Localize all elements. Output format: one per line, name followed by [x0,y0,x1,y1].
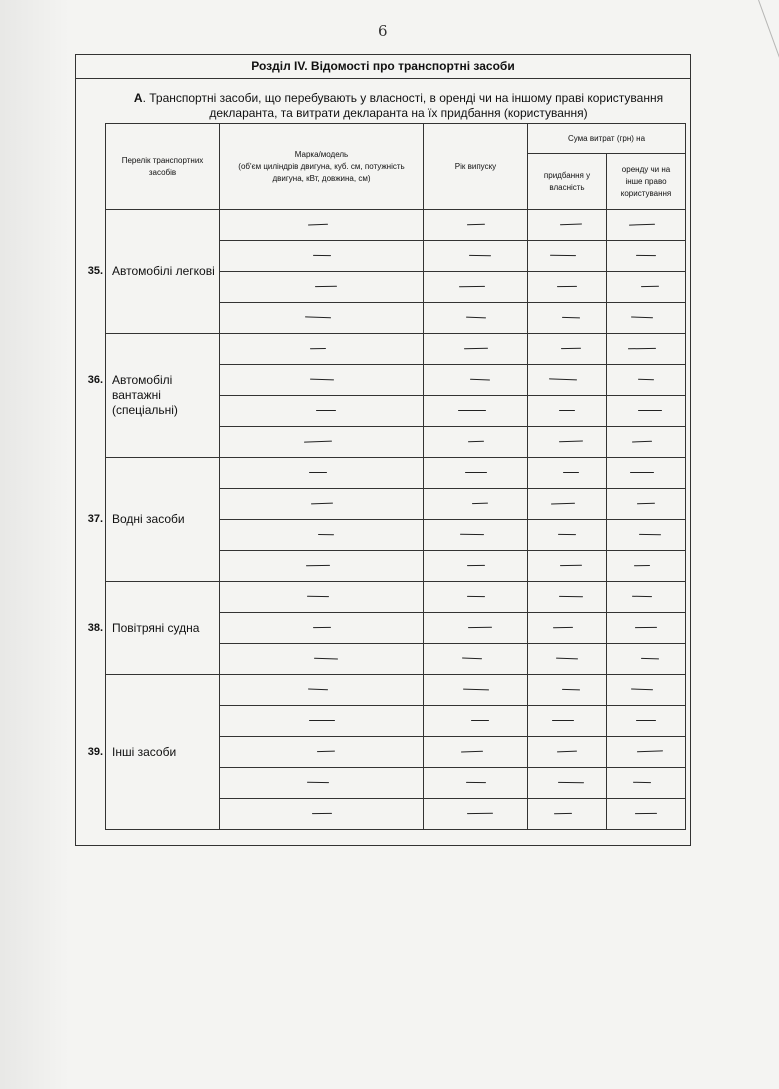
empty-dash-mark [314,286,336,288]
empty-dash-mark [641,286,659,288]
empty-dash-mark [459,534,483,536]
subsection-title [111,91,686,121]
category-label: Автомобілі легкові [112,264,215,278]
purchase-cell [528,396,607,427]
empty-dash-mark [310,503,332,505]
table-row [106,458,686,489]
page-number: 6 [378,22,388,40]
make-model-cell [220,551,424,582]
year-cell [424,458,528,489]
purchase-cell [528,241,607,272]
rent-cell [607,272,686,303]
table-row [106,582,686,613]
empty-dash-mark [458,286,484,288]
empty-dash-mark [465,317,485,319]
purchase-cell [528,272,607,303]
category-number: 39. [87,745,103,758]
purchase-cell [528,303,607,334]
empty-dash-mark [317,534,333,536]
subsection-letter: А [133,91,143,105]
purchase-cell [528,799,607,830]
empty-dash-mark [306,782,328,784]
empty-dash-mark [636,720,656,721]
empty-dash-mark [460,751,482,753]
make-model-cell [220,427,424,458]
year-cell [424,737,528,768]
empty-dash-mark [560,224,582,226]
empty-dash-mark [638,379,654,381]
empty-dash-mark [471,720,489,721]
empty-dash-mark [557,286,577,288]
make-model-cell [220,737,424,768]
year-cell [424,768,528,799]
purchase-cell [528,210,607,241]
section-frame [75,54,691,846]
year-cell [424,675,528,706]
year-cell [424,427,528,458]
empty-dash-mark [307,689,327,691]
purchase-cell [528,489,607,520]
empty-dash-mark [634,565,650,567]
rent-cell [607,489,686,520]
rent-cell [607,582,686,613]
purchase-cell [528,427,607,458]
rent-cell [607,706,686,737]
category-cell [87,334,220,458]
empty-dash-mark [469,379,489,381]
empty-dash-mark [461,658,481,660]
empty-dash-mark [630,472,654,473]
table-row [106,675,686,706]
empty-dash-mark [309,472,327,473]
category-cell [87,210,220,334]
empty-dash-mark [309,348,325,350]
category-cell [87,582,220,675]
empty-dash-mark [559,596,583,598]
category-cell [87,458,220,582]
rent-cell [607,210,686,241]
empty-dash-mark [467,627,491,629]
year-cell [424,241,528,272]
empty-dash-mark [629,224,655,226]
category-number: 35. [87,265,103,277]
make-model-cell [220,582,424,613]
empty-dash-mark [465,782,485,784]
year-cell [424,520,528,551]
empty-dash-mark [635,627,657,629]
purchase-cell [528,675,607,706]
category-number: 37. [87,513,103,525]
empty-dash-mark [466,596,484,598]
empty-dash-mark [560,565,582,567]
rent-cell [607,613,686,644]
rent-cell [607,334,686,365]
empty-dash-mark [558,534,576,536]
empty-dash-mark [637,750,663,752]
empty-dash-mark [309,720,335,721]
make-model-cell [220,303,424,334]
empty-dash-mark [312,627,330,629]
rent-cell [607,365,686,396]
empty-dash-mark [551,503,575,505]
empty-dash-mark [562,689,580,691]
category-number: 36. [87,374,103,386]
make-model-cell [220,241,424,272]
empty-dash-mark [556,658,578,660]
header-list: Перелік транспортних засобів [106,124,220,210]
purchase-cell [528,365,607,396]
vehicles-table-body [87,210,686,830]
empty-dash-mark [309,379,333,381]
category-cell [87,675,220,830]
scan-artifact-line [758,0,779,141]
year-cell [424,799,528,830]
empty-dash-mark [558,782,584,784]
subsection-text-line1: . Транспортні засоби, що перебувають у власності, в оренді чи на іншому праві користування [142,91,664,105]
empty-dash-mark [467,441,483,443]
empty-dash-mark [641,658,659,660]
year-cell [424,706,528,737]
empty-dash-mark [561,348,581,350]
make-model-cell [220,675,424,706]
category-number: 38. [87,621,103,634]
empty-dash-mark [305,565,329,567]
table-row [106,210,686,241]
make-model-cell [220,272,424,303]
rent-cell [607,737,686,768]
year-cell [424,582,528,613]
rent-cell [607,427,686,458]
purchase-cell [528,768,607,799]
empty-dash-mark [638,410,662,411]
make-model-cell [220,520,424,551]
header-make-model [220,124,424,210]
empty-dash-mark [631,317,653,319]
purchase-cell [528,551,607,582]
empty-dash-mark [631,689,653,691]
year-cell [424,210,528,241]
rent-cell [607,768,686,799]
rent-cell [607,644,686,675]
empty-dash-mark [553,627,573,629]
purchase-cell [528,737,607,768]
make-model-cell [220,489,424,520]
empty-dash-mark [559,441,583,443]
empty-dash-mark [311,813,331,815]
make-model-cell [220,458,424,489]
empty-dash-mark [549,378,577,380]
empty-dash-mark [466,224,484,226]
make-model-cell [220,768,424,799]
table-row [106,334,686,365]
make-model-cell [220,706,424,737]
year-cell [424,272,528,303]
year-cell [424,613,528,644]
scan-shading [0,0,70,1089]
header-purchase: придбання у власність [528,154,607,210]
empty-dash-mark [463,348,487,350]
make-model-cell [220,613,424,644]
purchase-cell [528,520,607,551]
make-model-cell [220,365,424,396]
year-cell [424,551,528,582]
make-model-cell [220,396,424,427]
empty-dash-mark [552,720,574,721]
empty-dash-mark [306,596,328,598]
rent-cell [607,241,686,272]
empty-dash-mark [466,813,492,815]
empty-dash-mark [316,410,336,411]
make-model-cell [220,799,424,830]
year-cell [424,303,528,334]
year-cell [424,334,528,365]
empty-dash-mark [639,534,661,536]
purchase-cell [528,644,607,675]
rent-cell [607,303,686,334]
purchase-cell [528,458,607,489]
rent-cell [607,675,686,706]
empty-dash-mark [636,255,656,257]
purchase-cell [528,582,607,613]
empty-dash-mark [554,813,572,815]
empty-dash-mark [307,224,327,226]
purchase-cell [528,334,607,365]
category-label: Повітряні судна [112,620,200,635]
empty-dash-mark [563,472,579,473]
rent-cell [607,799,686,830]
year-cell [424,396,528,427]
rent-cell [607,551,686,582]
year-cell [424,489,528,520]
header-make-model-title: Марка/модель [294,149,349,159]
header-expenses: Сума витрат (грн) на [528,124,686,154]
category-label: Водні засоби [112,512,185,526]
purchase-cell [528,706,607,737]
empty-dash-mark [628,348,656,350]
empty-dash-mark [635,813,657,815]
empty-dash-mark [550,255,576,257]
subsection-text-line2: декларанта, та витрати декларанта на їх придбання (користування) [209,106,588,120]
vehicles-table [87,123,686,830]
header-rent: оренду чи на інше право користування [607,154,686,210]
empty-dash-mark [303,441,331,443]
empty-dash-mark [632,441,652,443]
purchase-cell [528,613,607,644]
empty-dash-mark [466,565,484,567]
empty-dash-mark [633,782,651,784]
empty-dash-mark [637,503,655,505]
empty-dash-mark [562,317,580,319]
empty-dash-mark [312,255,330,257]
category-label: Інші засоби [112,744,177,759]
empty-dash-mark [557,751,577,753]
rent-cell [607,520,686,551]
year-cell [424,365,528,396]
rent-cell [607,458,686,489]
empty-dash-mark [465,472,487,473]
empty-dash-mark [316,751,334,753]
empty-dash-mark [632,596,652,598]
year-cell [424,644,528,675]
make-model-cell [220,334,424,365]
empty-dash-mark [471,503,487,505]
empty-dash-mark [313,658,337,660]
make-model-cell [220,210,424,241]
empty-dash-mark [559,410,575,411]
empty-dash-mark [458,410,486,411]
header-make-model-sub: (об'єм циліндрів двигуна, куб. см, потужність двигуна, кВт, довжина, см) [238,161,405,183]
empty-dash-mark [462,689,488,691]
header-year: Рік випуску [424,124,528,210]
make-model-cell [220,644,424,675]
rent-cell [607,396,686,427]
category-label: Автомобілі вантажні (спеціальні) [112,373,178,417]
empty-dash-mark [468,255,490,257]
empty-dash-mark [304,316,330,318]
section-title: Розділ IV. Відомості про транспортні засоби [76,55,690,79]
